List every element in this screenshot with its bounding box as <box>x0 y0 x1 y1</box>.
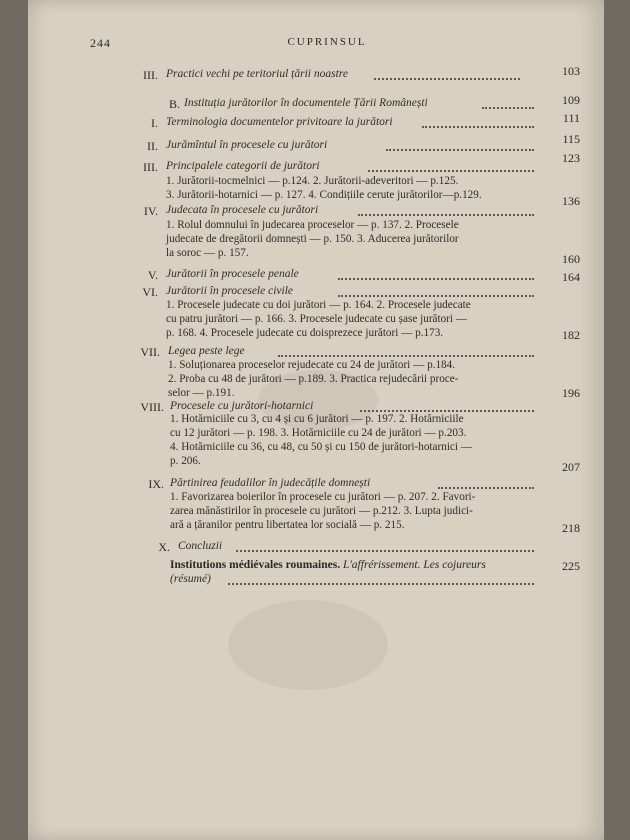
entry-title: Instituția jurătorilor în documentele Țării Românești <box>184 97 428 109</box>
entry-page: 111 <box>562 111 580 125</box>
entry-subline: 1. Procesele judecate cu doi jurători — p. 164. 2. Procesele judecate <box>166 299 471 311</box>
entry-subline: selor — p.191. <box>168 387 235 399</box>
entry-subline: judecate de dregătorii domnești — p. 150. 3. Aducerea jurătorilor <box>166 233 459 245</box>
entry-title: Judecata în procesele cu jurători <box>166 204 319 216</box>
entry-subline: ară a țăranilor pentru libertatea lor socială — p. 215. <box>170 519 405 531</box>
entry-number: V. <box>147 268 158 282</box>
entry-page: 123 <box>562 151 580 165</box>
resume-subtitle: L'affrérissement. Les cojureurs <box>340 559 486 571</box>
entry-page: 218 <box>562 521 580 535</box>
entry-title: Practici vechi pe teritoriul țării noastre <box>166 68 348 80</box>
entry-page: 109 <box>562 93 580 107</box>
resume-note: (résumé) <box>170 573 211 585</box>
dot-leader <box>338 268 534 280</box>
entry-subline: cu patru jurători — p. 166. 3. Procesele judecate cu șase jurători — <box>166 313 468 325</box>
entry-subline: 1. Hotărniciile cu 3, cu 4 și cu 6 jurători — p. 197. 2. Hotărniciile <box>170 413 464 425</box>
entry-subline: p. 206. <box>170 455 201 467</box>
entry-subline: 1. Rolul domnului în judecarea proceselor — p. 137. 2. Procesele <box>166 219 459 231</box>
running-title: CUPRINSUL <box>287 36 367 48</box>
resume-title: Institutions médiévales roumaines. L'affrérissement. Les cojureurs <box>170 559 486 571</box>
entry-subline: 1. Jurătorii-tocmelnici — p.124. 2. Jurătorii-adeveritori — p.125. <box>166 175 459 187</box>
entry-subline: p. 168. 4. Procesele judecate cu doisprezece jurători — p.173. <box>166 327 444 339</box>
entry-number: VIII. <box>140 400 164 414</box>
entry-title: Jurămîntul în procesele cu jurători <box>166 139 328 151</box>
entry-title: Jurătorii în procesele penale <box>166 268 299 280</box>
dot-leader <box>358 204 534 216</box>
entry-subline: la soroc — p. 157. <box>166 247 249 259</box>
dot-leader <box>278 345 534 357</box>
dot-leader <box>374 68 520 80</box>
table-of-contents <box>28 0 604 840</box>
entry-title: Procesele cu jurători-hotarnici <box>170 400 314 412</box>
entry-title: Concluzii <box>178 540 223 552</box>
page-number: 244 <box>90 36 111 50</box>
entry-number: VII. <box>140 345 160 359</box>
dot-leader <box>236 540 534 552</box>
entry-number: B. <box>168 97 180 111</box>
entry-page: 136 <box>562 194 580 208</box>
entry-page: 160 <box>562 252 580 266</box>
entry-number: III. <box>143 68 158 82</box>
dot-leader <box>482 97 534 109</box>
dot-leader <box>438 477 534 489</box>
entry-page: 207 <box>562 460 580 474</box>
entry-title: Legea peste lege <box>168 345 245 357</box>
dot-leader <box>228 573 534 585</box>
entry-title: Principalele categorii de jurători <box>166 160 320 172</box>
entry-subline: 4. Hotărniciile cu 36, cu 48, cu 50 și cu 150 de jurători-hotarnici — <box>170 441 472 453</box>
entry-page: 225 <box>562 559 580 573</box>
dot-leader <box>360 400 534 412</box>
entry-subline: cu 12 jurători — p. 198. 3. Hotărniciile cu 24 de jurători — p.203. <box>170 427 467 439</box>
entry-subline: 1. Favorizarea boierilor în procesele cu jurători — p. 207. 2. Favori- <box>170 491 476 503</box>
entry-page: 164 <box>562 270 580 284</box>
dot-leader <box>386 139 534 151</box>
entry-subline: 3. Jurătorii-hotarnici — p. 127. 4. Condițiile cerute jurătorilor—p.129. <box>166 189 482 201</box>
dot-leader <box>338 285 534 297</box>
entry-number: I. <box>151 116 158 130</box>
entry-title: Jurătorii în procesele civile <box>166 285 293 297</box>
entry-number: VI. <box>142 285 158 299</box>
entry-title: Terminologia documentelor privitoare la jurători <box>166 116 393 128</box>
entry-subline: 1. Soluționarea proceselor rejudecate cu 24 de jurători — p.184. <box>168 359 456 371</box>
entry-page: 182 <box>562 328 580 342</box>
entry-number: III. <box>143 160 158 174</box>
entry-subline: zarea mănăstirilor în procesele cu jurători — p.212. 3. Lupta judici- <box>170 505 473 517</box>
entry-subline: 2. Proba cu 48 de jurători — p.189. 3. Practica rejudecării proce- <box>168 373 459 385</box>
entry-page: 196 <box>562 386 580 400</box>
entry-page: 115 <box>562 132 580 146</box>
entry-number: IX. <box>148 477 164 491</box>
entry-title: Părtinirea feudalilor în judecățile domnești <box>170 477 371 489</box>
dot-leader <box>368 160 534 172</box>
entry-number: X. <box>158 540 170 554</box>
entry-page: 103 <box>562 64 580 78</box>
dot-leader <box>422 116 534 128</box>
entry-number: IV. <box>143 204 158 218</box>
book-page <box>28 0 604 840</box>
entry-number: II. <box>147 139 158 153</box>
